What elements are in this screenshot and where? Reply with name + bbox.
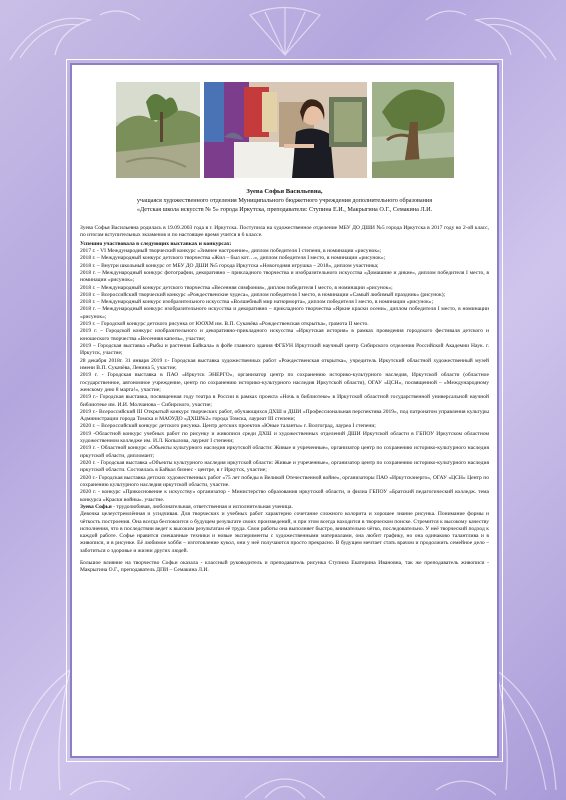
participation-heading: Успешно участвовала в следующих выставках и конкурсах: — [80, 240, 232, 247]
achievement-entry: 2017 г. - VI Международный творческий конкурс «Зимнее настроение», диплом победителя I степени, в номинации «рисунок»; — [80, 247, 382, 254]
achievement-entry: 2019 -Областной конкурс учебных работ по рисунку и живописи среди ДХШ и художественных отделений ДШИ Иркутской области в ГБПОУ Иркутском областном художественном колледже им. И.Л. Копылова, лауреат I степени; — [80, 430, 489, 445]
achievement-entry: 2020 г. – Всероссийский конкурс детского рисунка. Центр детских проектов «Юные таланты» г. Волгоград, лауреа I степени; — [80, 423, 376, 430]
achievement-entry: 2018 г. – Международный конкурс изобразительного искусства «Волшебный мир натюрморта», диплом победителя I место, в номинации «рисунок»; — [80, 299, 434, 306]
achievement-entry: 2020 г.- Городская выставка детских художественных работ «75 лет победы в Великой Отечественной войне», организаторы ПАО «Иркутскэнерго», ОГАУ «ЦСН» Центр по сохранению культурного наследия иркутской области, участие. — [80, 474, 489, 488]
photo-row — [72, 82, 497, 178]
painting-landscape-image — [116, 82, 200, 178]
achievement-entry: 2019 г. – Городской конкурс изобразительного и декоративно-прикладного искусства «Иркутская история» в рамках проведения городского фестиваля детского и юношеского творчества «Весенняя капель», участие; — [80, 328, 489, 342]
achievement-entry: 28 декабря 2018г. 31 января 2019 г.- Городская выставка художественных работ «Рождественская открытка», учредитель Иркутский областной художественный музей имени В.П. Сукачёва, Ленина 5, участие; — [80, 357, 489, 371]
achievement-entry: 2018 г. – Международный конкурс детского творчества «Весенняя симфония», диплом победителя I место, в номинации «рисунок»; — [80, 284, 393, 291]
achievement-entry: 2019 г. - Городская выставка в ПАО «Иркутск ЭНЕРГО», организатор центр по сохранению историко-культурного наследия, Иркутской области (областное государственное, автономное учреждение, центр по сохранению историко-культурного наследия Иркутской области), ОГАУ «ЦСН», посвященной – «Международному женскому дню 8 марта!», участие; — [80, 372, 489, 393]
painting-tree-image — [372, 82, 454, 178]
achievement-entry: 2018 г. – Внутри школьный конкурс от МБУ ДО ДШИ №5 города Иркутска «Новогодняя игрушка – 2018», диплом участника; — [80, 262, 379, 269]
character-lead: Зуева Софья — [80, 503, 112, 510]
bottom-center-ornament — [235, 760, 335, 800]
achievements-list — [80, 248, 489, 504]
student-header — [80, 187, 489, 215]
intro-paragraph: Зуева Софья Васильевна родилась в 19.09.2003 года в г. Иркутска. Поступила на художественное отделение МБУ ДО ДШИ №5 города Иркутска в 2017 году во 2-ой класс, по итогам вступительных экзаменов и по настоящее время учится в 6 классе. — [80, 225, 489, 239]
character-description: Девочка целеустремлённая и усидчивая. Для творческих и учебных работ характерно сочетание сложного колорита и хорошее знание рисунка. Понимание формы и чёткость построения. Она всегда беспокоится о будущем результате своих произведений, и при этом всегда находится в творческом поиске. Стремится к высокому качеству исполнения, что в последствии ведет к высоким результатам её труда. Свои работы она выполняет быстро, внимательно чётко, последовательно. У неё творческий подход к каждой работе. Софье нравится смешанные техники и новые эксперименты с художественными материалами, она любит графику, но она одинаково талантлива и в живописи, и в рисунке. Её любимое хобби – изготовление кукол, они у неё получаются просто прекрасно. В будущем мечтает стать врачом и продолжить семейное дело – заботиться о здоровье и жизни других людей. — [80, 511, 489, 554]
student-name: Зуева Софья Васильевна, — [246, 188, 323, 195]
corner-ornament-top-center — [240, 0, 330, 60]
achievement-entry: 2019 г.- Городская выставка, посвященная году театра в России в рамках проекта «Ночь в библиотеке» в Иркутской областной государственной универсальной научной библиотеке им. И.И. Молчанова – Сибирского, участие; — [80, 394, 489, 408]
biography-body — [80, 225, 489, 575]
character-lead-rest: - трудолюбивая, любознательная, ответственная и исполнительная ученица. — [111, 503, 293, 510]
closing-paragraph: Большое влияние на творчество Софьи оказала - классный руководитель и преподаватель рисунка Ступина Екатерина Ивановна, так же преподаватель живописи - Макрыгина О.Г., преподаватель ДПИ – Семакина Л.И. — [80, 560, 489, 574]
header-line-2: «Детская школа искусств № 5» города Иркутска, преподаватели: Ступина Е.И., Макрыгина О.Г., Семакина Л.И. — [136, 205, 433, 213]
artist-photo — [204, 82, 367, 178]
achievement-entry: 2018 г. – Международный конкурс изобразительного искусства и декоративно – прикладного творчества «Яркие краски осени», диплом победителя I место, в номинации «рисунок»; — [80, 306, 489, 320]
achievement-entry: 2020 г. - конкурс «Прикосновение к искусству» организатор - Министерство образования иркутской области, и филиа ГБПОУ «Братский педагогический колледж. тема конкурса «Краски войны». участие. — [80, 489, 489, 503]
achievement-entry: 2018 г. – Международный конкурс детского творчества «Жил – был кот…», диплом победителя I место, в номинации «рисунок»; — [80, 255, 386, 262]
achievement-entry: 2019 – Городская выставка «Рыбы и растения Байкала» в фойе главного здания ФГБУН Иркутский научный центр Сибирского отделения Российской Академии Наук. г. Иркутск, участие; — [80, 343, 489, 357]
achievement-entry: 2019 г.- Всероссийский III Открытый конкурс творческих работ, обучающихся ДХШ и ДШИ «Профессиональная перспектива 2019», под патронатом управления культуры Администрации города Томска и МАОУДО «ДХШ№2» города Томска, лауреат III степени; — [80, 408, 489, 423]
document-sheet — [70, 63, 499, 758]
achievement-entry: 2018 г. – Международный конкурс фотографии, декоративно – прикладного творчества и изобразительного искусства «Домашние и дикие», диплом победителя I место, в номинации «рисунок»; — [80, 269, 489, 284]
achievement-entry: 2018 г. – Всероссийский творческий конкурс «Рождественские чудеса», диплом победителя I место, в номинации «Самый любимый праздник» (рисунок); — [80, 291, 446, 298]
achievement-entry: 2019 г. - Областной конкурс «Объекты культурного наследия иркутской области: Живые и учреченные», организатор центр по сохранению историко-культурного наследия иркутской области, дипломант; — [80, 445, 489, 459]
header-line-1: учащаяся художественного отделения Муниципального бюджетного учреждения дополнительного образования — [136, 196, 433, 204]
achievement-entry: 2020 г. - Городская выставка «Объекты культурного наследия иркутской области: Живые и учреченные», организатор центр по сохранению историко-культурного наследия иркутской области. Состоялась в Байкал бизнес - центре, в г Иркутск, участие; — [80, 460, 489, 474]
achievement-entry: 2019 г. – Городской конкурс детского рисунка от ЮОХМ им. В.П. Сукачёва «Рождественская открытка», грамота II место. — [80, 321, 369, 328]
